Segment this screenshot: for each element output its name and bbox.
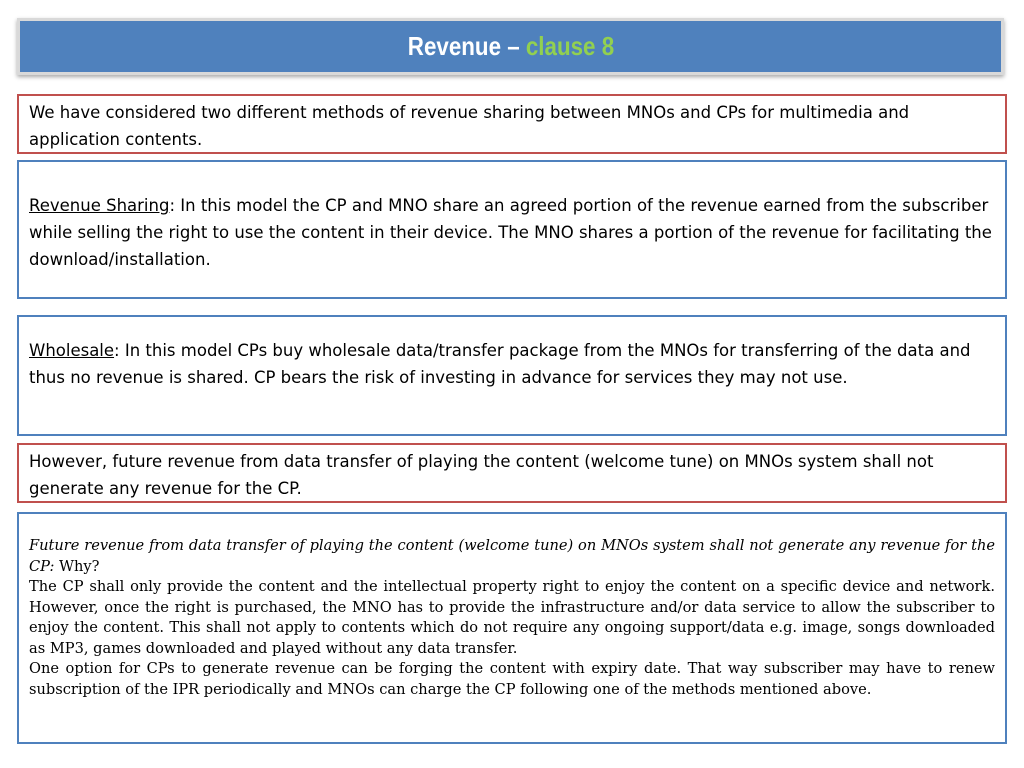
intro-text: We have considered two different methods of revenue sharing between MNOs and CPs for multimedia and application contents. <box>29 103 910 149</box>
title-accent: clause 8 <box>525 31 614 61</box>
wholesale-text: : In this model CPs buy wholesale data/transfer package from the MNOs for transferring of the data and thus no revenue is shared. CP bears the risk of investing in advance for services they may not use. <box>29 341 971 387</box>
revenue-sharing-box <box>17 160 1007 299</box>
explanation-question-line <box>29 536 995 577</box>
however-box <box>17 443 1007 503</box>
intro-box <box>17 94 1007 154</box>
slide-title-bar <box>17 18 1004 75</box>
wholesale-term: Wholesale <box>29 341 115 360</box>
slide-title <box>407 31 613 62</box>
revenue-sharing-text: : In this model the CP and MNO share an agreed portion of the revenue earned from the subscriber while selling the right to use the content in their device. The MNO shares a portion of the revenue for facilitating the download/installation. <box>29 196 992 269</box>
title-main: Revenue – <box>407 31 526 61</box>
explanation-paragraph-1: The CP shall only provide the content and the intellectual property right to enjoy the content on a specific device and network. However, once the right is purchased, the MNO has to provide the infrastructure and/or data service to allow the subscriber to enjoy the content. This shall not apply to contents which do not require any ongoing support/data e.g. image, songs downloaded as MP3, games downloaded and played without any data transfer. <box>29 578 995 657</box>
explanation-paragraph-2: One option for CPs to generate revenue can be forging the content with expiry date. That way subscriber may have to renew subscription of the IPR periodically and MNOs can charge the CP following one of the methods mentioned above. <box>29 660 995 698</box>
explanation-box <box>17 512 1007 744</box>
wholesale-box <box>17 315 1007 436</box>
however-text: However, future revenue from data transfer of playing the content (welcome tune) on MNOs system shall not generate any revenue for the CP. <box>29 452 934 498</box>
explanation-why: Why? <box>54 557 100 575</box>
revenue-sharing-term: Revenue Sharing <box>29 196 170 215</box>
explanation-question: Future revenue from data transfer of playing the content (welcome tune) on MNOs system shall not generate any revenue for the CP: <box>29 537 995 575</box>
